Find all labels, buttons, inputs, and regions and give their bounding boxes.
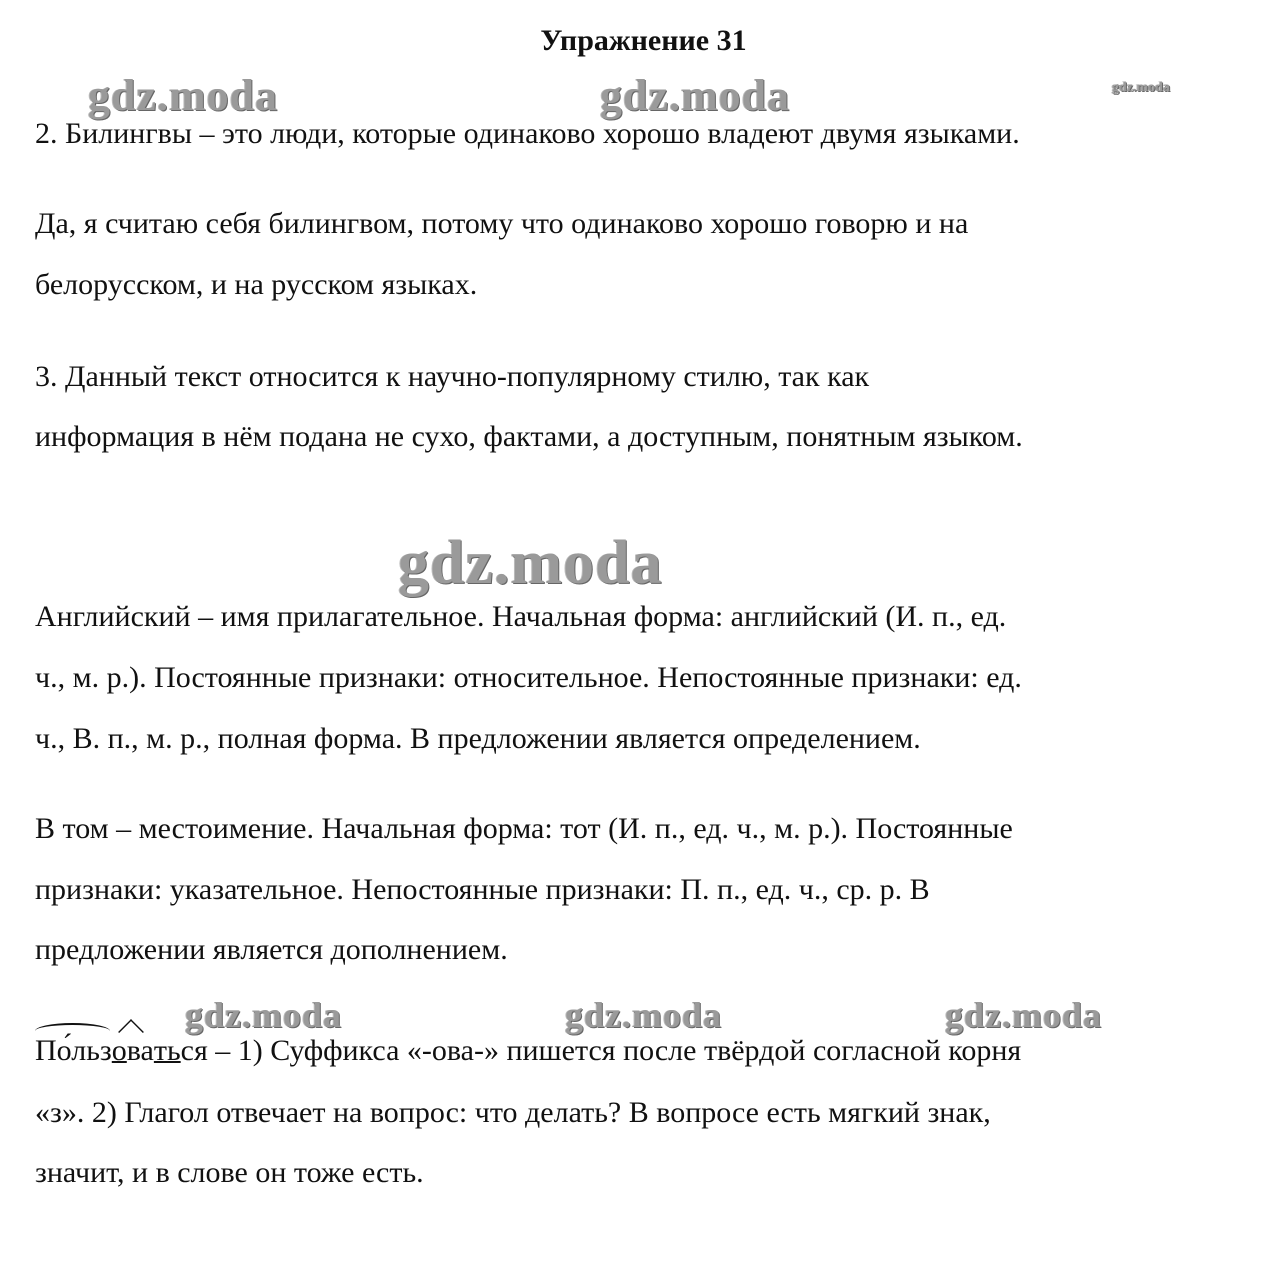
paragraph-line: ч., м. р.). Постоянные признаки: относительное. Непостоянные признаки: ед. [35, 661, 1022, 694]
watermark: gdz.moda [398, 529, 663, 597]
paragraph-line: информация в нём подана не сухо, фактами, а доступным, понятным языком. [35, 420, 1023, 453]
paragraph-line: 3. Данный текст относится к научно-популярному стилю, так как [35, 360, 870, 393]
suffix-mark [112, 1033, 154, 1069]
paragraph-line: 2. Билингвы – это люди, которые одинаково хорошо владеют двумя языками. [35, 117, 1020, 150]
paragraph-line: «з». 2) Глагол отвечает на вопрос: что делать? В вопросе есть мягкий знак, [35, 1096, 991, 1129]
morpheme-parse-line [35, 1033, 1021, 1069]
paragraph-line: белорусском, и на русском языках. [35, 268, 478, 301]
paragraph-line: значит, и в слове он тоже есть. [35, 1156, 424, 1189]
watermark: gdz.moda [945, 995, 1103, 1035]
root-mark: По́льз [35, 1034, 112, 1067]
watermark: gdz.moda [600, 71, 791, 120]
ending-mark: ть [153, 1034, 181, 1067]
suffix-part: о [111, 1034, 127, 1067]
watermark: gdz.moda [1112, 80, 1170, 95]
paragraph-line: Английский – имя прилагательное. Начальная форма: английский (И. п., ед. [35, 600, 1007, 633]
suffix-part: ва [126, 1034, 154, 1067]
watermark: gdz.moda [88, 71, 279, 120]
paragraph-line: В том – местоимение. Начальная форма: тот (И. п., ед. ч., м. р.). Постоянные [35, 812, 1013, 845]
watermark: gdz.moda [565, 995, 723, 1035]
postfix: ся [180, 1034, 208, 1067]
page-title: Упражнение 31 [540, 24, 747, 57]
explanation: – 1) Суффикса «-ова-» пишется после твёрдой согласной корня [207, 1034, 1022, 1067]
paragraph-line: ч., В. п., м. р., полная форма. В предложении является определением. [35, 722, 921, 755]
paragraph-line: Да, я считаю себя билингвом, потому что одинаково хорошо говорю и на [35, 207, 969, 240]
watermark: gdz.moda [185, 995, 343, 1035]
paragraph-line: признаки: указательное. Непостоянные признаки: П. п., ед. ч., ср. р. В [35, 873, 930, 906]
paragraph-line: предложении является дополнением. [35, 933, 508, 966]
